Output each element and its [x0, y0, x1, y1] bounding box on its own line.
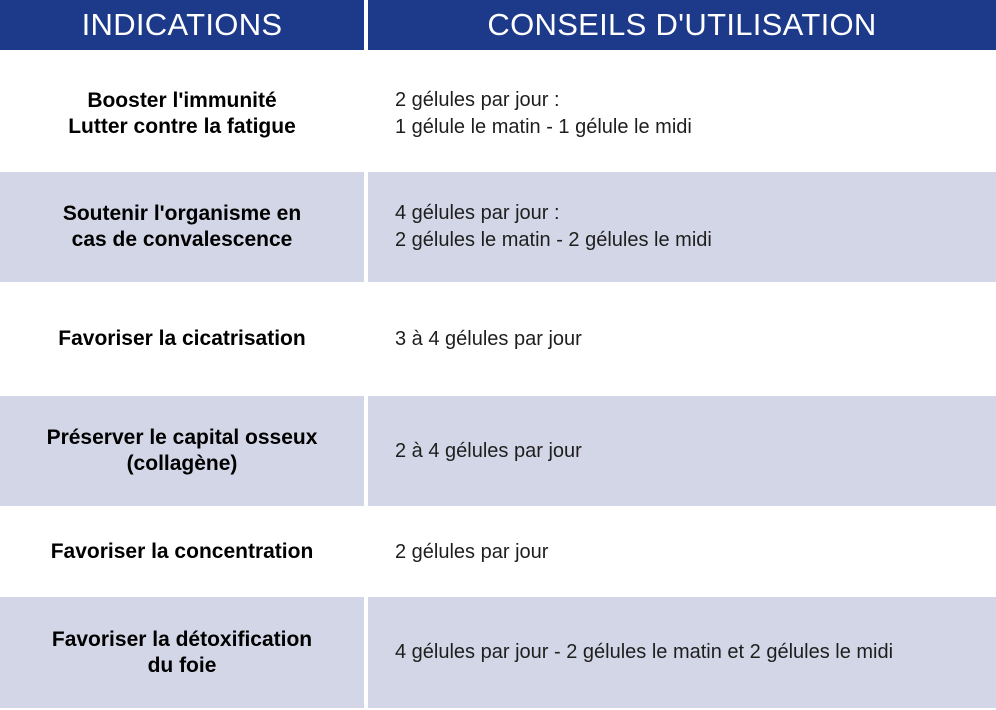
- dosage-text: 3 à 4 gélules par jour: [395, 327, 582, 350]
- dosage-text: 4 gélules par jour : 2 gélules le matin - 2 gélules le midi: [395, 202, 712, 251]
- dosage-cell: [368, 286, 996, 392]
- indication-cell: [0, 510, 364, 594]
- indication-text: Favoriser la cicatrisation: [58, 327, 306, 350]
- dosage-cell: [368, 396, 996, 506]
- dosage-text: 2 à 4 gélules par jour: [395, 439, 582, 462]
- table-header-row: [0, 0, 996, 50]
- table-row: [0, 597, 996, 708]
- indication-cell: [0, 597, 364, 708]
- dosage-text: 2 gélules par jour : 1 gélule le matin - 1 gélule le midi: [395, 89, 692, 138]
- table-row: [0, 510, 996, 594]
- indication-cell: [0, 60, 364, 168]
- indication-text: Préserver le capital osseux (collagène): [46, 426, 318, 475]
- indication-cell: [0, 172, 364, 282]
- dosage-text: 2 gélules par jour: [395, 540, 549, 563]
- header-indications: INDICATIONS: [0, 0, 364, 50]
- dosage-text: 4 gélules par jour - 2 gélules le matin et 2 gélules le midi: [395, 641, 894, 663]
- header-conseils-utilisation: CONSEILS D'UTILISATION: [368, 0, 996, 50]
- dosage-cell: [368, 510, 996, 594]
- dosage-cell: [368, 597, 996, 708]
- indication-cell: [0, 286, 364, 392]
- dosage-cell: [368, 172, 996, 282]
- indication-text: Favoriser la concentration: [50, 540, 314, 563]
- dosage-cell: [368, 60, 996, 168]
- indication-text: Booster l'immunité Lutter contre la fatigue: [68, 89, 296, 138]
- table-row: [0, 60, 996, 168]
- table-row: [0, 286, 996, 392]
- table-row: [0, 172, 996, 282]
- indication-cell: [0, 396, 364, 506]
- indication-text: Soutenir l'organisme en cas de convalescence: [62, 202, 302, 251]
- indication-text: Favoriser la détoxification du foie: [51, 627, 313, 677]
- table-row: [0, 396, 996, 506]
